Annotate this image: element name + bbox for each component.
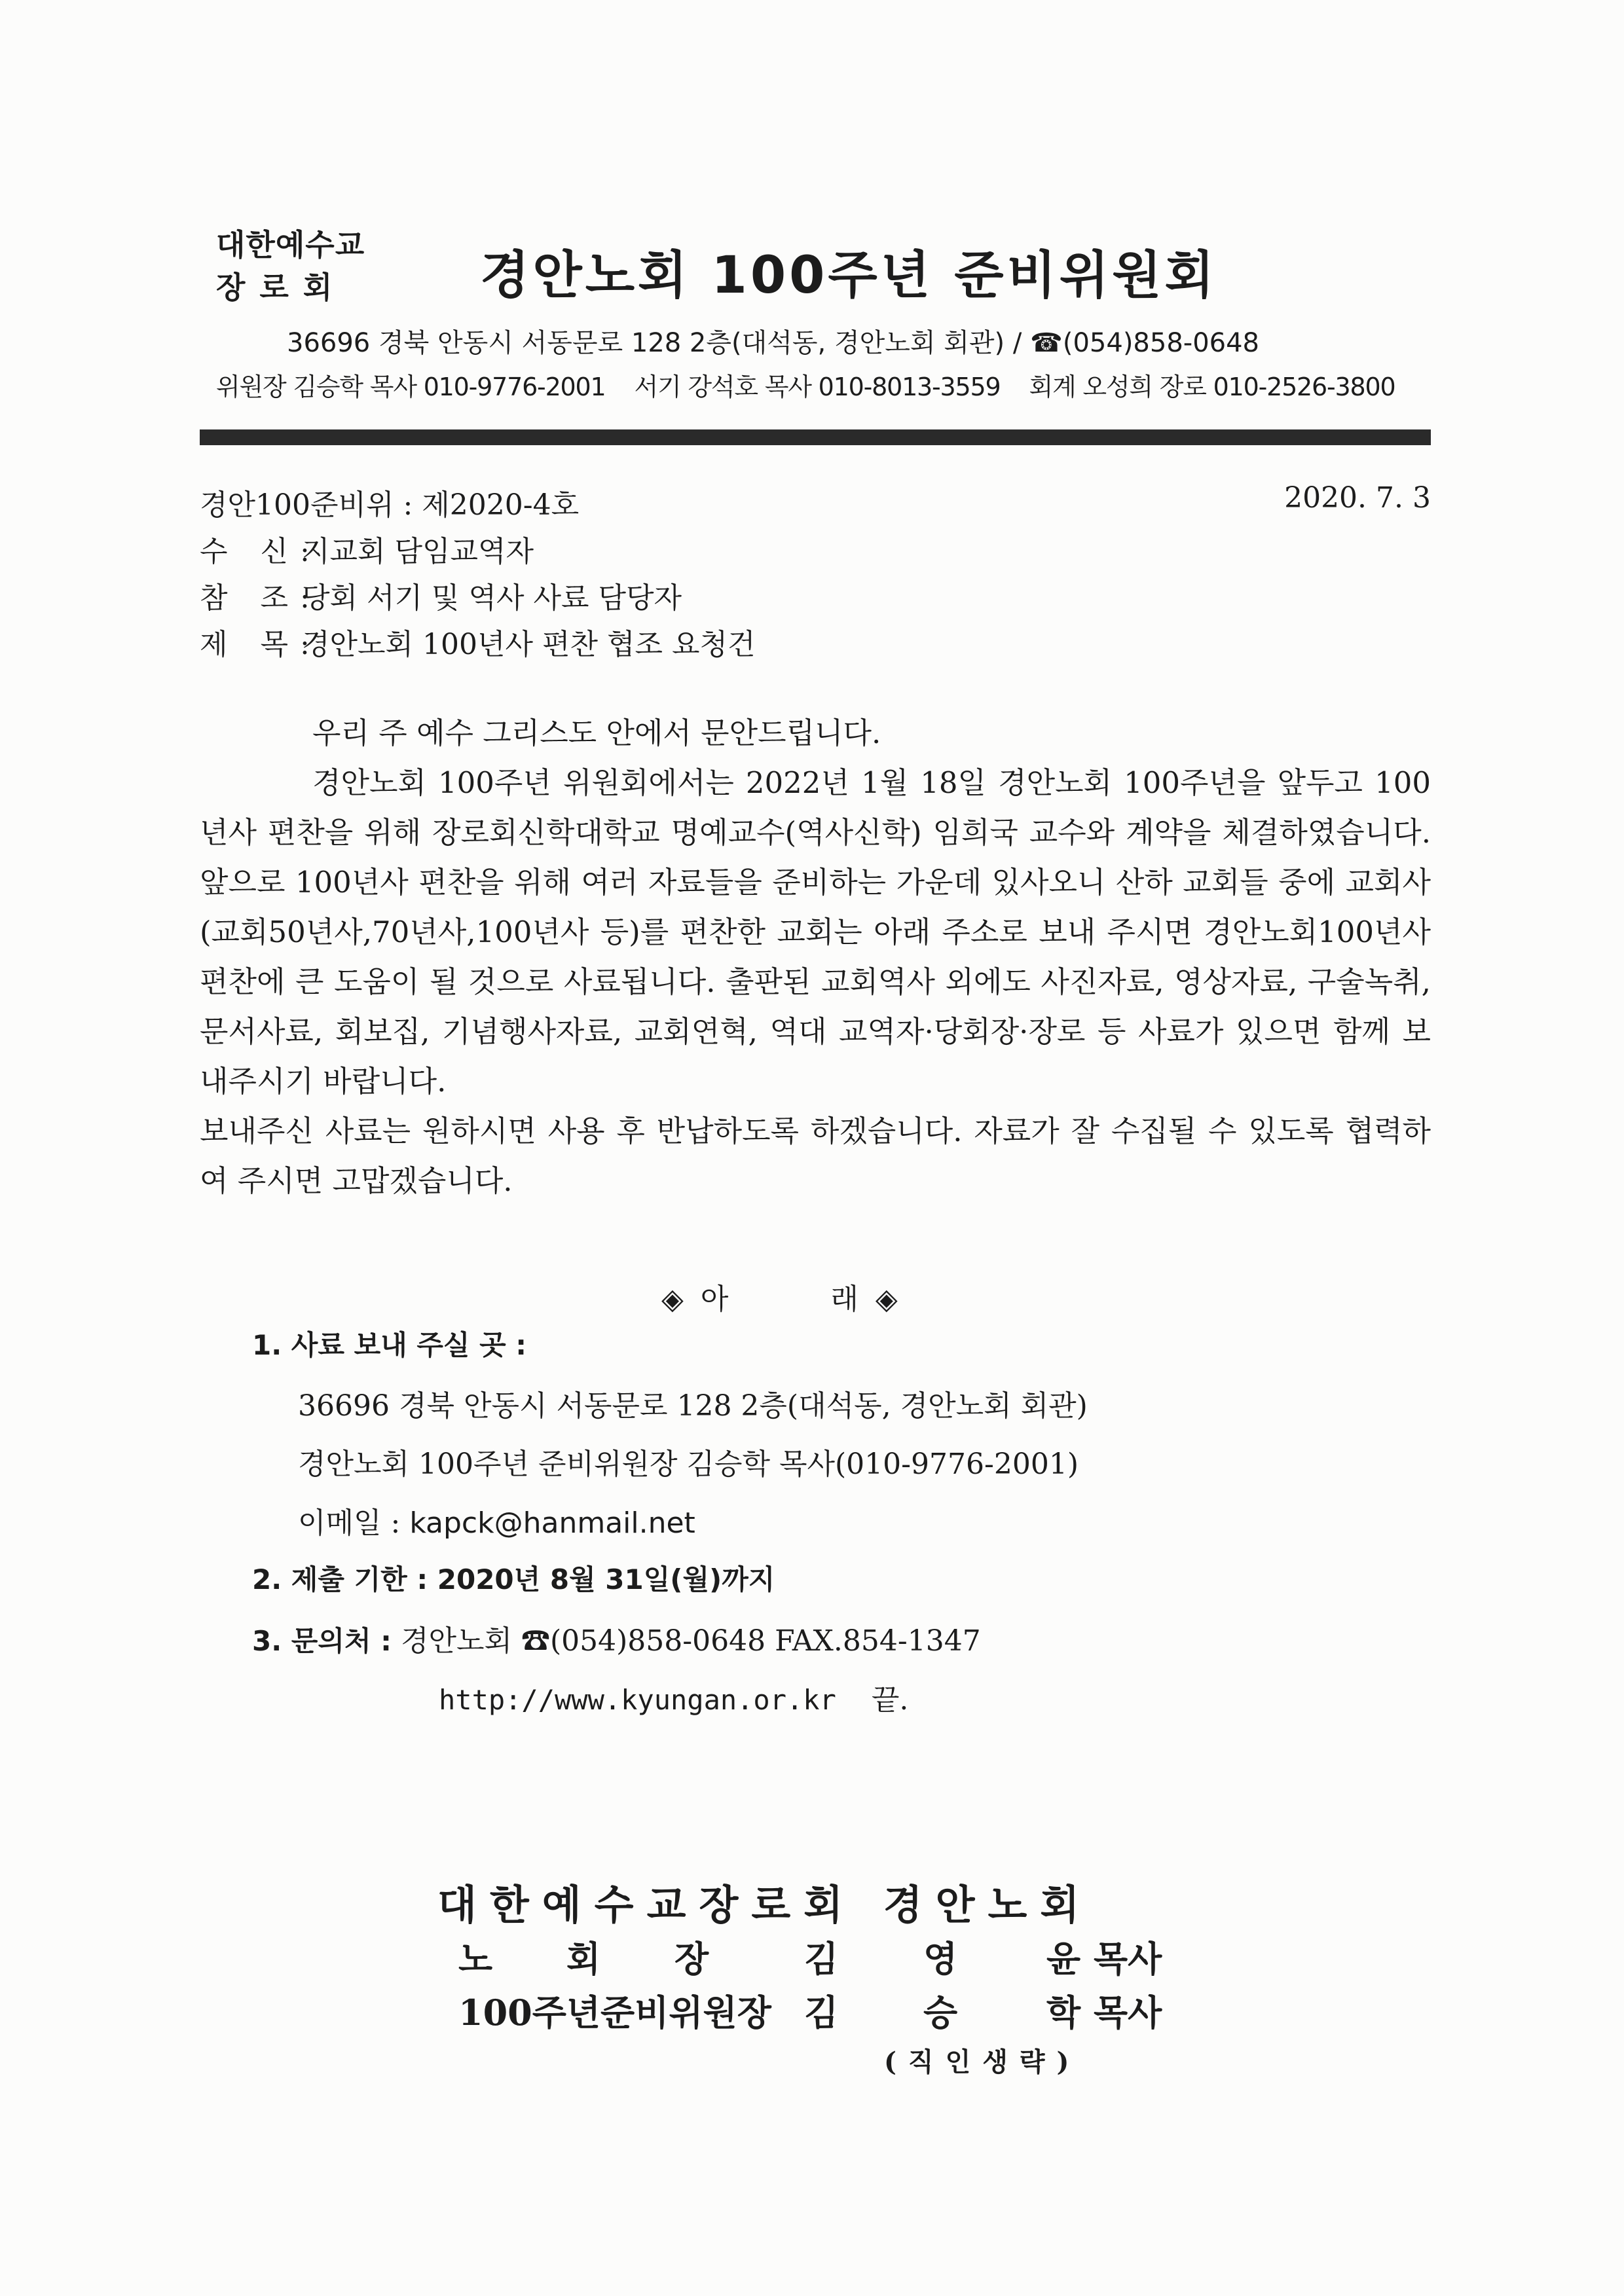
chair-suffix: 목사 [1094, 1992, 1162, 2033]
subject-value: 경안노회 100년사 편찬 협조 요청건 [302, 628, 756, 661]
website-link[interactable]: http://www.kyungan.or.kr [439, 1684, 836, 1716]
contact-treasurer: 회계 오성희 장로 010-2526-3800 [1029, 373, 1395, 401]
moderator-name-char-2: 영 [923, 1938, 958, 1980]
org-name-line2: 장로회 [216, 270, 347, 305]
reference-label: 참 조: [200, 581, 322, 615]
subject-label: 제 목: [200, 628, 322, 661]
body-paragraph-2: 보내주신 사료는 원하시면 사용 후 반납하도록 하겠습니다. 자료가 잘 수집될 수 있도록 협력하여 주시면 고맙겠습니다. [200, 1114, 1431, 1198]
header-divider [200, 429, 1431, 445]
email-label: 이메일 : [298, 1506, 401, 1540]
seal-omitted-note: (직인생략) [884, 2047, 1081, 2077]
end-mark: 끝. [871, 1683, 909, 1717]
document-date: 2020. 7. 3 [1284, 481, 1431, 515]
item-3-heading: 3. 문의처 : [252, 1625, 392, 1657]
item-1-email-line [298, 1499, 695, 1541]
chair-title: 100주년준비위원장 [458, 1992, 771, 2033]
contact-secretary: 서기 강석호 목사 010-8013-3559 [634, 373, 1001, 401]
item-3-url-line [439, 1676, 908, 1718]
contact-chair: 위원장 김승학 목사 010-9776-2001 [216, 373, 606, 401]
notice-heading-left: ◈ 아 [661, 1283, 733, 1316]
moderator-title-char-3: 장 [674, 1938, 709, 1980]
item-2-deadline: 2. 제출 기한 : 2020년 8월 31일(월)까지 [252, 1563, 775, 1595]
chair-name-char-1: 김 [804, 1992, 839, 2033]
moderator-suffix: 목사 [1094, 1938, 1162, 1980]
org-name-line1: 대한예수교 [216, 227, 365, 263]
subject-line [200, 621, 755, 663]
notice-heading-right: 래 ◈ [830, 1283, 902, 1316]
moderator-name-char-3: 윤 [1046, 1938, 1081, 1980]
chair-name-char-2: 승 [923, 1992, 958, 2033]
letterhead-title: 경안노회 100주년 준비위원회 [480, 246, 1217, 305]
recipient-value: 지교회 담임교역자 [302, 535, 534, 568]
item-1-person: 경안노회 100주년 준비위원장 김승학 목사(010-9776-2001) [298, 1448, 1079, 1481]
item-1-heading: 1. 사료 보내 주실 곳 : [252, 1329, 527, 1361]
letter-body [200, 708, 1431, 1206]
letterhead-address: 36696 경북 안동시 서동문로 128 2층(대석동, 경안노회 회관) / ☎(054)858-0648 [287, 328, 1259, 358]
moderator-title-char-2: 회 [566, 1938, 601, 1980]
greeting: 우리 주 예수 그리스도 안에서 문안드립니다. [312, 716, 881, 750]
notice-heading [661, 1275, 902, 1317]
signature-organization: 대한예수교장로회 경안노회 [437, 1881, 1093, 1929]
email-address[interactable]: kapck@hanmail.net [409, 1506, 695, 1540]
reference-line [200, 574, 682, 616]
reference-value: 당회 서기 및 역사 사료 담당자 [302, 581, 682, 615]
item-1-address: 36696 경북 안동시 서동문로 128 2층(대석동, 경안노회 회관) [298, 1389, 1088, 1423]
letterhead-contacts [216, 367, 1395, 403]
chair-name-char-3: 학 [1046, 1992, 1081, 2033]
moderator-name-char-1: 김 [804, 1938, 839, 1980]
recipient-label: 수 신: [200, 535, 322, 568]
body-paragraph-1: 경안노회 100주년 위원회에서는 2022년 1월 18일 경안노회 100주년을 앞두고 100년사 편찬을 위해 장로회신학대학교 명예교수(역사신학) 임희국 교수와 계약을 체결하였습니다. 앞으로 100년사 편찬을 위해 여러 자료들을 준비하는 가운데 있사오니 산하 교회들 중에 교회사(교회50년사,70년사,100년사 등)를 편찬한 교회는 아래 주소로 보내 주시면 경안노회100년사 편찬에 큰 도움이 될 것으로 사료됩니다. 출판된 교회역사 외에도 사진자료, 영상자료, 구술녹취, 문서사료, 회보집, 기념행사자료, 교회연혁, 역대 교역자·당회장·장로 등 사료가 있으면 함께 보내주시기 바랍니다. [200, 765, 1431, 1099]
item-3-line [252, 1617, 981, 1659]
recipient-line [200, 528, 534, 570]
item-3-contact: 경안노회 ☎(054)858-0648 FAX.854-1347 [400, 1624, 981, 1658]
moderator-title-char-1: 노 [458, 1938, 493, 1980]
document-number: 경안100준비위 : 제2020-4호 [200, 488, 580, 522]
